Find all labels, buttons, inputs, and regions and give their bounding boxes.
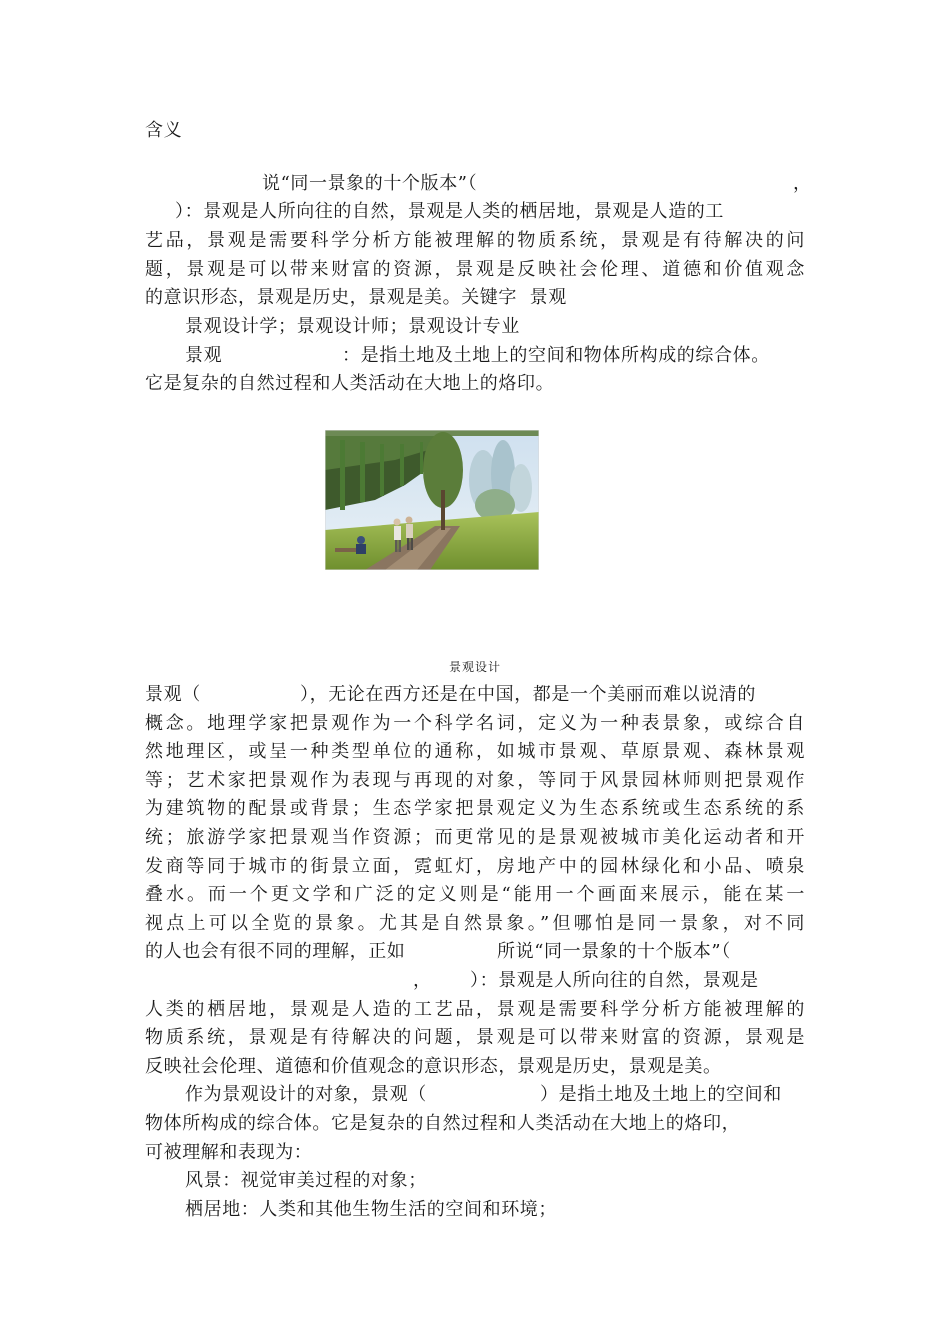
text-line: 所说“同一景象的十个版本”（ (497, 941, 731, 962)
text-line: 可被理解和表现为： (145, 1142, 313, 1163)
text-line: 概念。地理学家把景观作为一个科学名词，定义为一种表景象，或综合自 (145, 713, 805, 734)
list-item: 风景：视觉审美过程的对象； (185, 1170, 427, 1191)
text-line: ， (793, 173, 812, 194)
image-caption: 景观设计 (448, 660, 501, 674)
landscape-photo (325, 430, 539, 570)
text-line: 说“同一景象的十个版本”（ (262, 173, 478, 194)
text-line: 叠水。而一个更文学和广泛的定义则是“能用一个画面来展示，能在某一 (145, 884, 805, 905)
text-line: 景观（ (145, 684, 201, 705)
text-line: 人类的栖居地，景观是人造的工艺品，景观是需要科学分析方能被理解的 (145, 999, 805, 1020)
text-line: ：是指土地及土地上的空间和物体所构成的综合体。 (342, 345, 770, 366)
text-line: 然地理区，或呈一种类型单位的通称，如城市景观、草原景观、森林景观 (145, 741, 805, 762)
text-line: 它是复杂的自然过程和人类活动在大地上的烙印。 (145, 373, 555, 394)
text-line: 等；艺术家把景观作为表现与再现的对象，等同于风景园林师则把景观作 (145, 770, 805, 791)
text-line: 统；旅游学家把景观当作资源；而更常见的是景观被城市美化运动者和开 (145, 827, 805, 848)
text-line: 题，景观是可以带来财富的资源，景观是反映社会伦理、道德和价值观念 (145, 259, 805, 280)
text-line: ），无论在西方还是在中国，都是一个美丽而难以说清的 (300, 684, 756, 705)
text-line: ， (413, 970, 432, 991)
text-line: 作为景观设计的对象，景观（ (185, 1084, 427, 1105)
text-line: 反映社会伦理、道德和价值观念的意识形态，景观是历史，景观是美。 (145, 1056, 722, 1077)
text-line: ）是指土地及土地上的空间和 (540, 1084, 782, 1105)
text-line: 物质系统，景观是有待解决的问题，景观是可以带来财富的资源，景观是 (145, 1027, 805, 1048)
heading: 含义 (145, 120, 183, 141)
text-line: 发商等同于城市的街景立面，霓虹灯，房地产中的园林绿化和小品、喷泉 (145, 856, 805, 877)
text-line: ）：景观是人所向往的自然，景观是人类的栖居地，景观是人造的工 (175, 201, 724, 222)
text-line: ）：景观是人所向往的自然，景观是 (470, 970, 759, 991)
text-line: 视点上可以全览的景象。尤其是自然景象。”但哪怕是同一景象，对不同 (145, 913, 805, 934)
keywords-line: 景观设计学；景观设计师；景观设计专业 (185, 316, 520, 337)
text-line: 为建筑物的配景或背景；生态学家把景观定义为生态系统或生态系统的系 (145, 798, 805, 819)
text-line: 的人也会有很不同的理解，正如 (145, 941, 406, 962)
text-line: 景观 (185, 345, 223, 366)
text-line: 艺品，景观是需要科学分析方能被理解的物质系统，景观是有待解决的问 (145, 230, 805, 251)
text-line: 物体所构成的综合体。它是复杂的自然过程和人类活动在大地上的烙印， (145, 1113, 741, 1134)
text-line: 的意识形态，景观是历史，景观是美。关键字 景观 (145, 287, 567, 308)
list-item: 栖居地：人类和其他生物生活的空间和环境； (185, 1199, 557, 1220)
